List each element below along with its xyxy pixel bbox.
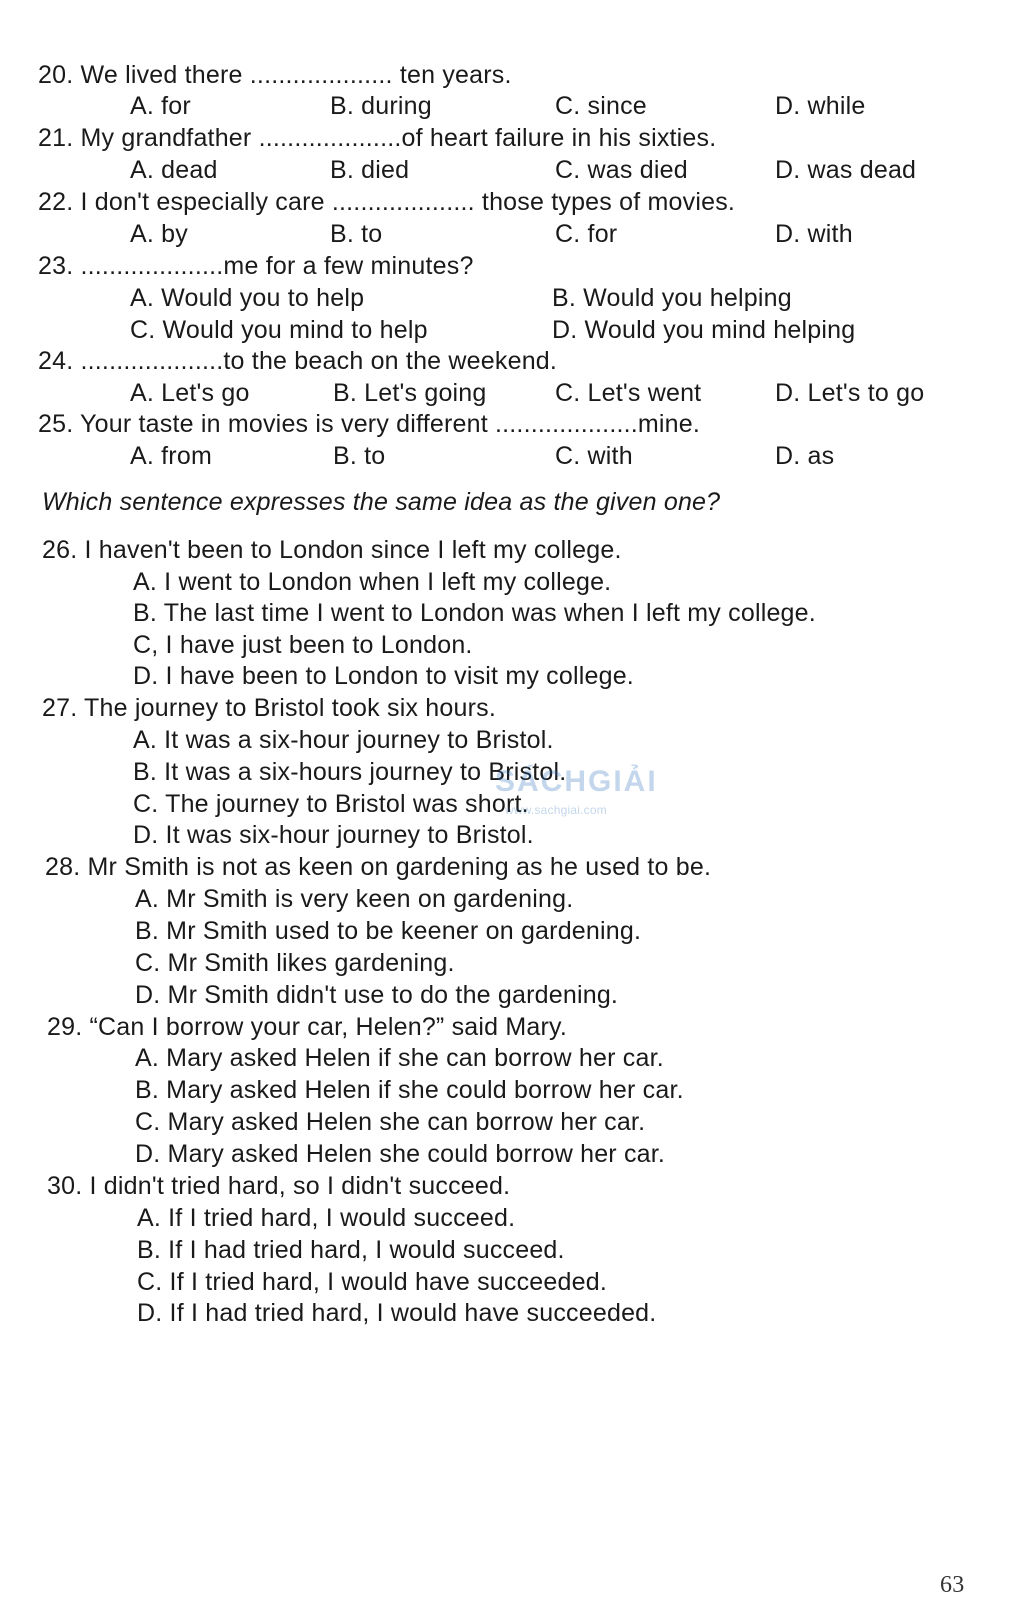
- q30-option-a: A. If I tried hard, I would succeed.: [137, 1204, 516, 1232]
- q23-option-a: A. Would you to help: [130, 284, 365, 312]
- q27-option-b: B. It was a six-hours journey to Bristol.: [133, 758, 567, 786]
- q25-option-a: A. from: [130, 442, 212, 470]
- q26-option-a: A. I went to London when I left my college.: [133, 568, 612, 596]
- question-27: 27. The journey to Bristol took six hours.: [42, 694, 496, 722]
- q20-option-c: C. since: [555, 92, 647, 120]
- q24-option-c: C. Let's went: [555, 379, 702, 407]
- q29-option-b: B. Mary asked Helen if she could borrow her car.: [135, 1076, 684, 1104]
- q24-option-a: A. Let's go: [130, 379, 250, 407]
- q20-option-b: B. during: [330, 92, 432, 120]
- q27-option-d: D. It was six-hour journey to Bristol.: [133, 821, 534, 849]
- question-25: 25. Your taste in movies is very different ....................mine.: [38, 410, 701, 438]
- question-20: 20. We lived there .................... ten years.: [38, 61, 512, 89]
- question-26: 26. I haven't been to London since I left my college.: [42, 536, 622, 564]
- q27-option-c: C. The journey to Bristol was short.: [133, 790, 529, 818]
- q29-option-c: C. Mary asked Helen she can borrow her car.: [135, 1108, 646, 1136]
- q20-option-a: A. for: [130, 92, 191, 120]
- question-28: 28. Mr Smith is not as keen on gardening as he used to be.: [45, 853, 712, 881]
- q29-option-d: D. Mary asked Helen she could borrow her car.: [135, 1140, 666, 1168]
- q28-option-c: C. Mr Smith likes gardening.: [135, 949, 455, 977]
- q21-option-d: D. was dead: [775, 156, 917, 184]
- q21-option-c: C. was died: [555, 156, 688, 184]
- q30-option-c: C. If I tried hard, I would have succeeded.: [137, 1268, 607, 1296]
- watermark-brand: SÁCHGIẢI: [495, 765, 658, 798]
- q25-option-b: B. to: [333, 442, 386, 470]
- question-30: 30. I didn't tried hard, so I didn't succeed.: [47, 1172, 511, 1200]
- q25-option-c: C. with: [555, 442, 633, 470]
- section-instruction: Which sentence expresses the same idea as the given one?: [42, 488, 721, 516]
- q30-option-d: D. If I had tried hard, I would have succeeded.: [137, 1299, 657, 1327]
- question-22: 22. I don't especially care .................... those types of movies.: [38, 188, 736, 216]
- question-23: 23. ....................me for a few minutes?: [38, 252, 474, 280]
- q25-option-d: D. as: [775, 442, 835, 470]
- q23-option-b: B. Would you helping: [552, 284, 792, 312]
- q24-option-d: D. Let's to go: [775, 379, 925, 407]
- watermark-url: www.sachgiai.com: [505, 803, 607, 817]
- question-24: 24. ....................to the beach on the weekend.: [38, 347, 558, 375]
- q21-option-a: A. dead: [130, 156, 218, 184]
- q20-option-d: D. while: [775, 92, 866, 120]
- q23-option-c: C. Would you mind to help: [130, 316, 428, 344]
- page-number: 63: [940, 1572, 965, 1598]
- q26-option-d: D. I have been to London to visit my college.: [133, 662, 634, 690]
- q22-option-a: A. by: [130, 220, 188, 248]
- q29-option-a: A. Mary asked Helen if she can borrow her car.: [135, 1044, 664, 1072]
- q28-option-d: D. Mr Smith didn't use to do the gardening.: [135, 981, 619, 1009]
- q28-option-a: A. Mr Smith is very keen on gardening.: [135, 885, 574, 913]
- q26-option-c: C, I have just been to London.: [133, 631, 473, 659]
- q22-option-b: B. to: [330, 220, 383, 248]
- q21-option-b: B. died: [330, 156, 410, 184]
- q22-option-c: C. for: [555, 220, 618, 248]
- q22-option-d: D. with: [775, 220, 853, 248]
- q27-option-a: A. It was a six-hour journey to Bristol.: [133, 726, 554, 754]
- q23-option-d: D. Would you mind helping: [552, 316, 856, 344]
- q30-option-b: B. If I had tried hard, I would succeed.: [137, 1236, 565, 1264]
- q24-option-b: B. Let's going: [333, 379, 487, 407]
- question-21: 21. My grandfather ....................of heart failure in his sixties.: [38, 124, 717, 152]
- q26-option-b: B. The last time I went to London was when I left my college.: [133, 599, 816, 627]
- q28-option-b: B. Mr Smith used to be keener on gardening.: [135, 917, 642, 945]
- question-29: 29. “Can I borrow your car, Helen?” said Mary.: [47, 1013, 568, 1041]
